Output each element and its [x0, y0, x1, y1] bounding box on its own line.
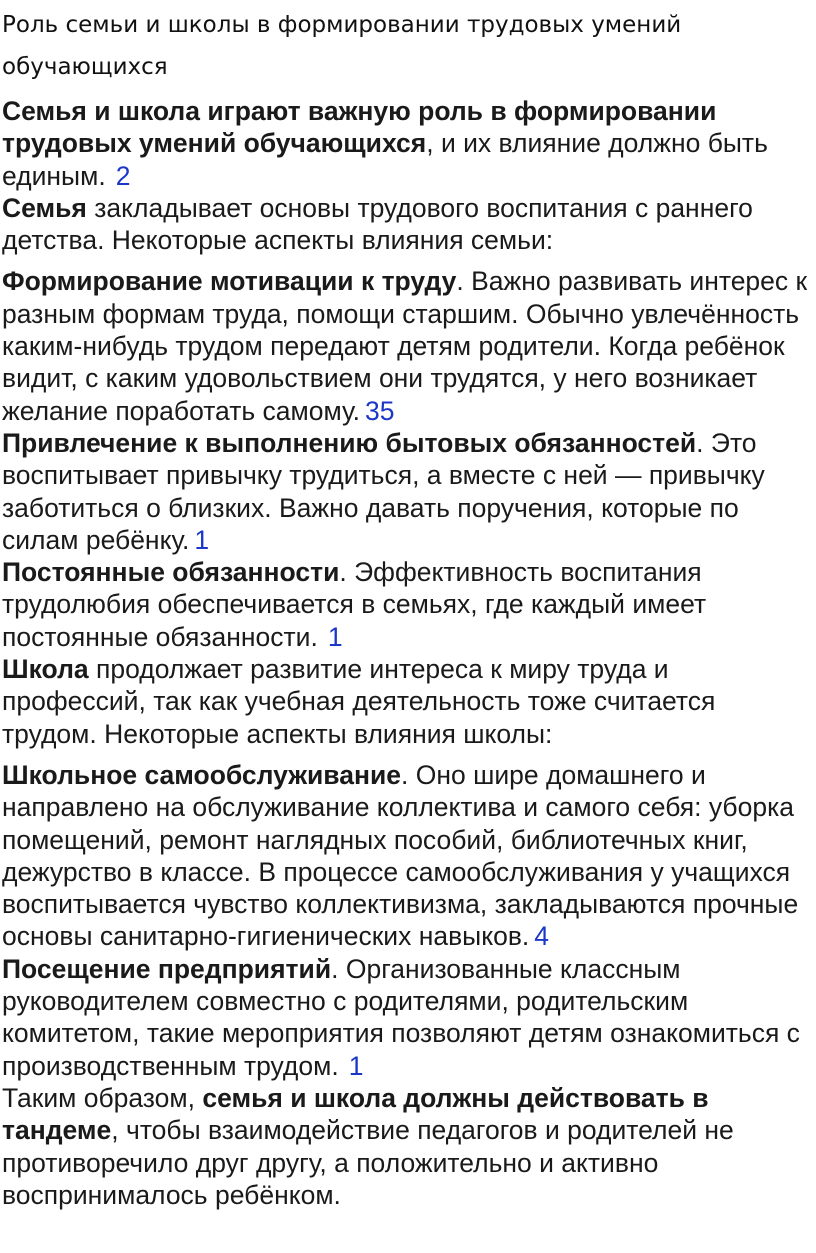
- self-service-paragraph: [2, 759, 810, 953]
- family-paragraph: [2, 192, 810, 257]
- paragraph-text: , и их влияние должно быть единым.: [2, 128, 768, 191]
- paragraph-text: . Важно развивать интерес к разным формам труда, помощи старшим. Обычно увлечённость каким-нибудь трудом передают детям родители. Когда ребёнок видит, с каким удовольствием они трудятся, у него возникает желание поработать самому.: [2, 266, 808, 426]
- paragraph-text-pre: Таким образом,: [2, 1082, 203, 1113]
- paragraph-text: . Организованные классным руководителем совместно с родителями, родительским комитетом, такие мероприятия позволяют детям ознакомиться с производственным трудом.: [2, 953, 800, 1081]
- paragraph-bold-lead: Школьное самообслуживание: [2, 759, 402, 790]
- document-title: Роль семьи и школы в формировании трудовых умений обучающихся: [2, 12, 682, 80]
- intro-paragraph: [2, 95, 810, 192]
- household-duties-paragraph: [2, 427, 810, 556]
- paragraph-bold-lead: Привлечение к выполнению бытовых обязанностей: [2, 427, 697, 458]
- paragraph-text: , чтобы взаимодействие педагогов и родителей не противоречило друг другу, а положительно и активно воспринималось ребёнком.: [2, 1115, 734, 1210]
- paragraph-bold-lead: Постоянные обязанности: [2, 557, 340, 588]
- paragraph-bold-lead: Школа: [2, 654, 89, 685]
- paragraph-bold-lead: семья и школа должны действовать в тандеме: [2, 1082, 709, 1146]
- paragraph-bold-lead: Семья и школа играют важную роль в формировании трудовых умений обучающихся: [2, 96, 717, 159]
- paragraph-text: продолжает развитие интереса к миру труда и профессий, так как учебная деятельность тоже считается трудом. Некоторые аспекты влияния школы:: [2, 654, 716, 749]
- paragraph-text: . Оно шире домашнего и направлено на обслуживание коллектива и самого себя: уборка помещений, ремонт наглядных пособий, библиотечных книг, дежурство в классе. В процессе самообслуживания у учащихся воспитывается чувство коллективизма, закладываются прочные основы санитарно-гигиенических навыков.: [2, 759, 799, 952]
- reference-link[interactable]: 35: [364, 395, 395, 426]
- reference-link[interactable]: 1: [327, 621, 343, 652]
- paragraph-text: закладывает основы трудового воспитания с раннего детства. Некоторые аспекты влияния семьи:: [2, 192, 753, 256]
- paragraph-text: . Эффективность воспитания трудолюбия обеспечивается в семьях, где каждый имеет постоянные обязанности.: [2, 557, 707, 652]
- conclusion-paragraph: [2, 1082, 810, 1211]
- document-body: [2, 95, 810, 1211]
- reference-link[interactable]: 1: [194, 524, 210, 555]
- reference-link[interactable]: 1: [348, 1050, 364, 1081]
- paragraph-bold-lead: Посещение предприятий: [2, 953, 332, 984]
- paragraph-bold-lead: Формирование мотивации к труду: [2, 266, 457, 297]
- enterprise-visits-paragraph: [2, 953, 810, 1082]
- motivation-paragraph: [2, 265, 810, 426]
- reference-link[interactable]: 2: [115, 160, 131, 191]
- school-paragraph: [2, 653, 810, 750]
- paragraph-text: . Это воспитывает привычку трудиться, а вместе с ней — привычку заботиться о близких. Важно давать поручения, которые по силам ребёнку.: [2, 427, 765, 555]
- paragraph-bold-lead: Семья: [2, 192, 87, 223]
- reference-link[interactable]: 4: [534, 921, 550, 952]
- permanent-duties-paragraph: [2, 556, 810, 653]
